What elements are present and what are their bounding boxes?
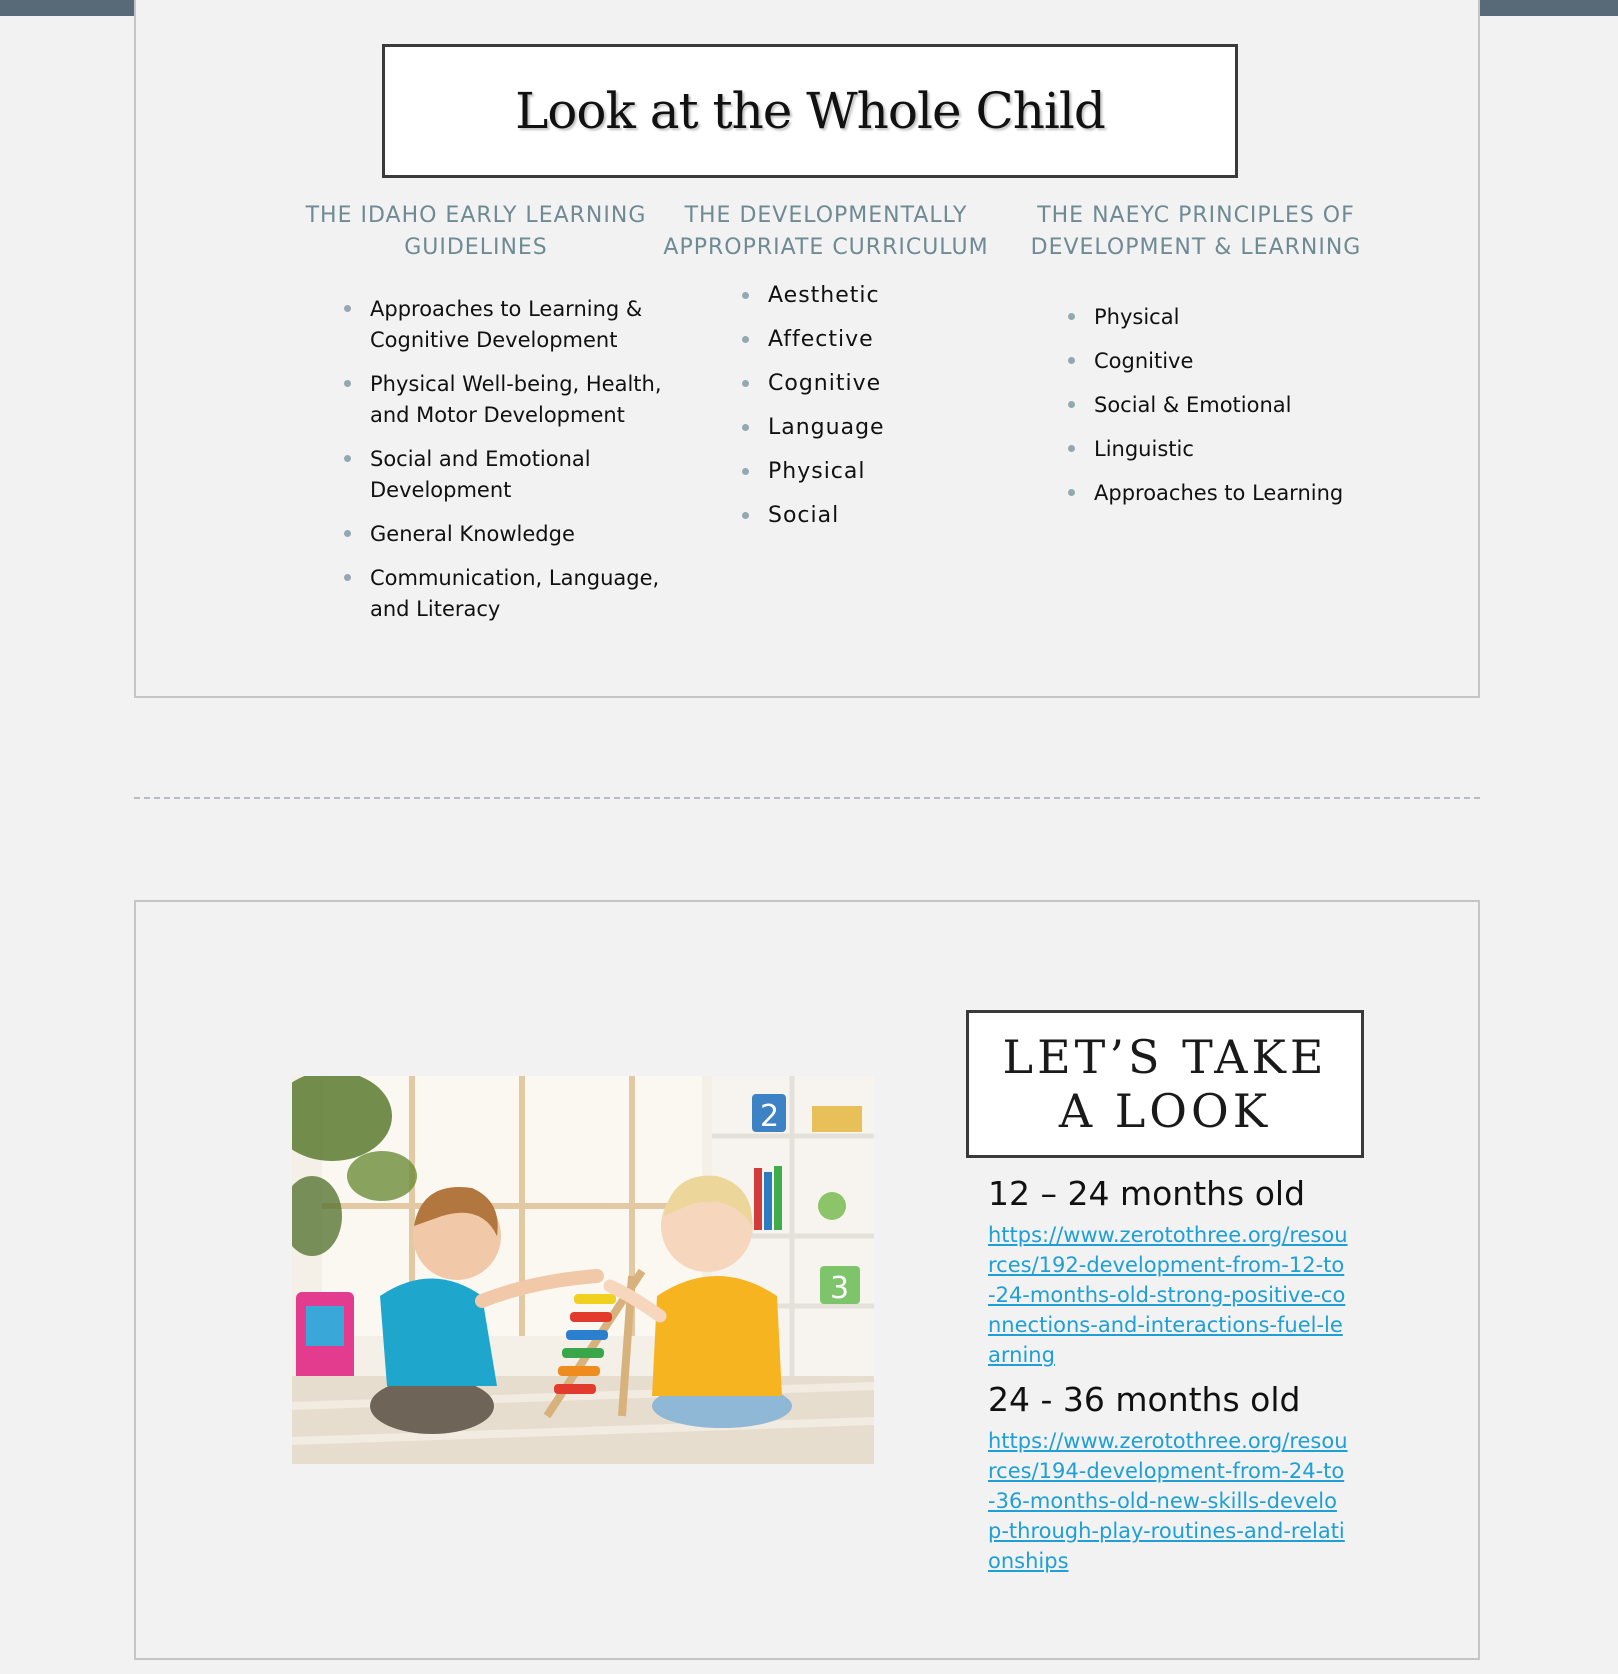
- svg-text:2: 2: [760, 1099, 780, 1134]
- list-item: Language: [742, 412, 1002, 444]
- svg-text:3: 3: [830, 1271, 850, 1306]
- column-heading-naeyc: THE NAEYC PRINCIPLES OF DEVELOPMENT & LEARNING: [1030, 203, 1362, 260]
- slide-lets-take-a-look[interactable]: [134, 900, 1480, 1660]
- section-title: LET’S TAKE A LOOK: [1002, 1030, 1328, 1138]
- dap-curriculum-list: [742, 280, 1002, 544]
- age-range-heading: 24 - 36 months old: [988, 1380, 1301, 1419]
- list-item: Physical Well-being, Health, and Motor Development: [344, 369, 664, 431]
- list-item: Physical: [742, 456, 1002, 488]
- list-item: Cognitive: [742, 368, 1002, 400]
- slide-title-box: [382, 44, 1238, 178]
- zerotothree-link-24-36[interactable]: https://www.zerotothree.org/resources/194-development-from-24-to-36-months-old-new-skills-develop-through-play-routines-and-relationships: [988, 1429, 1348, 1573]
- column-heading-dap: THE DEVELOPMENTALLY APPROPRIATE CURRICULUM: [663, 203, 989, 260]
- list-item: Linguistic: [1068, 434, 1368, 465]
- list-item: Communication, Language, and Literacy: [344, 563, 664, 625]
- section-title-box: [966, 1010, 1364, 1158]
- slide-whole-child[interactable]: [134, 0, 1480, 698]
- list-item: Affective: [742, 324, 1002, 356]
- list-item: General Knowledge: [344, 519, 664, 550]
- age-range-heading: 12 – 24 months old: [988, 1174, 1306, 1213]
- list-item: Approaches to Learning: [1068, 478, 1368, 509]
- slide-divider: [134, 797, 1480, 799]
- list-item: Social: [742, 500, 1002, 532]
- list-item: Social and Emotional Development: [344, 444, 664, 506]
- idaho-guidelines-list: [344, 294, 664, 638]
- list-item: Physical: [1068, 302, 1368, 333]
- column-heading-idaho: THE IDAHO EARLY LEARNING GUIDELINES: [305, 203, 647, 260]
- list-item: Cognitive: [1068, 346, 1368, 377]
- zerotothree-link-12-24[interactable]: https://www.zerotothree.org/resources/192-development-from-12-to-24-months-old-strong-positive-connections-and-interactions-fuel-learning: [988, 1223, 1348, 1367]
- children-playing-abacus-photo: [292, 1076, 874, 1464]
- list-item: Aesthetic: [742, 280, 1002, 312]
- list-item: Social & Emotional: [1068, 390, 1368, 421]
- slide-title: Look at the Whole Child: [515, 82, 1105, 140]
- naeyc-principles-list: [1068, 302, 1368, 522]
- list-item: Approaches to Learning & Cognitive Development: [344, 294, 664, 356]
